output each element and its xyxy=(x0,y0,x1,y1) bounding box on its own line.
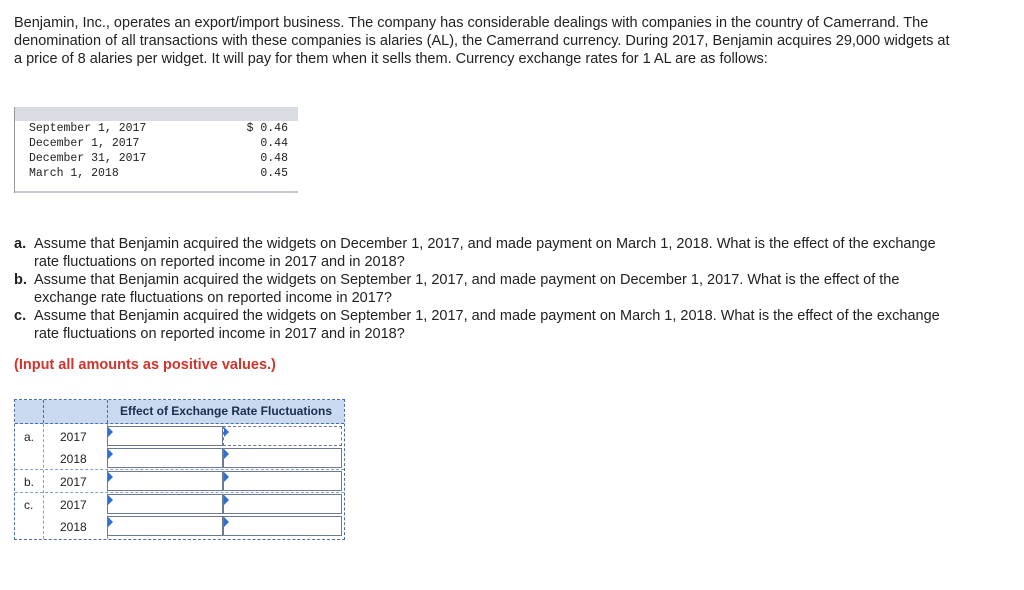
question-item xyxy=(14,307,944,343)
rate-value: $ 0.46 xyxy=(246,122,288,135)
row-year: 2017 xyxy=(60,498,87,512)
row-separator xyxy=(15,492,344,493)
rate-row xyxy=(15,136,298,151)
row-year: 2018 xyxy=(60,452,87,466)
problem-intro: Benjamin, Inc., operates an export/import business. The company has considerable dealings with companies in the country of Camerrand. The denomination of all transactions with these companies is alaries (AL), the Camerrand currency. During 2017, Benjamin acquires 29,000 widgets at a price of 8 alaries per widget. It will pay for them when it sells them. Currency exchange rates for 1 AL are as follows: xyxy=(14,15,950,67)
effect-select-b-2017[interactable] xyxy=(223,471,342,491)
exchange-rate-table xyxy=(14,107,298,193)
question-label: a. xyxy=(14,236,27,252)
amount-input-b-2017[interactable] xyxy=(107,471,223,491)
effect-select-c-2017[interactable] xyxy=(223,494,342,514)
question-list xyxy=(14,235,944,343)
rate-row xyxy=(15,166,298,181)
rate-value: 0.44 xyxy=(246,137,288,150)
rate-date: September 1, 2017 xyxy=(29,122,147,135)
question-text: Assume that Benjamin acquired the widgets on September 1, 2017, and made payment on March 1, 2018. What is the effect of the exchange rate fluctuations on reported income in 2017 and in 2018? xyxy=(34,308,940,342)
column-divider xyxy=(43,424,44,539)
amount-input-c-2017[interactable] xyxy=(107,494,223,514)
question-item xyxy=(14,271,944,307)
row-part-label: b. xyxy=(24,475,35,489)
rate-date: December 31, 2017 xyxy=(29,152,147,165)
question-label: c. xyxy=(14,308,27,324)
rate-row xyxy=(15,121,298,136)
answer-table-title: Effect of Exchange Rate Fluctuations xyxy=(119,404,333,418)
amount-input-a-2017[interactable] xyxy=(107,426,223,446)
answer-table xyxy=(14,399,345,540)
amount-input-a-2018[interactable] xyxy=(107,448,223,468)
input-instruction: (Input all amounts as positive values.) xyxy=(14,357,276,373)
row-separator xyxy=(15,469,344,470)
rate-date: December 1, 2017 xyxy=(29,137,140,150)
rate-value: 0.48 xyxy=(246,152,288,165)
answer-table-header xyxy=(15,400,344,424)
row-part-label: a. xyxy=(24,430,35,444)
amount-input-c-2018[interactable] xyxy=(107,516,223,536)
row-year: 2017 xyxy=(60,430,87,444)
effect-select-a-2017[interactable] xyxy=(223,426,342,446)
header-divider xyxy=(43,400,44,423)
question-label: b. xyxy=(14,272,27,288)
row-year: 2017 xyxy=(60,475,87,489)
rate-value: 0.45 xyxy=(246,167,288,180)
question-item xyxy=(14,235,944,271)
question-text: Assume that Benjamin acquired the widgets on December 1, 2017, and made payment on March 1, 2018. What is the effect of the exchange rate fluctuations on reported income in 2017 and in 2018? xyxy=(34,236,936,270)
rate-row xyxy=(15,151,298,166)
rate-date: March 1, 2018 xyxy=(29,167,119,180)
effect-select-a-2018[interactable] xyxy=(223,448,342,468)
effect-select-c-2018[interactable] xyxy=(223,516,342,536)
header-divider xyxy=(107,400,108,423)
rate-table-header xyxy=(15,107,298,121)
question-text: Assume that Benjamin acquired the widgets on September 1, 2017, and made payment on December 1, 2017. What is the effect of the exchange rate fluctuations on reported income in 2017? xyxy=(34,272,900,306)
rate-table-bottom-rule xyxy=(15,191,298,193)
row-part-label: c. xyxy=(24,498,34,512)
row-year: 2018 xyxy=(60,520,87,534)
